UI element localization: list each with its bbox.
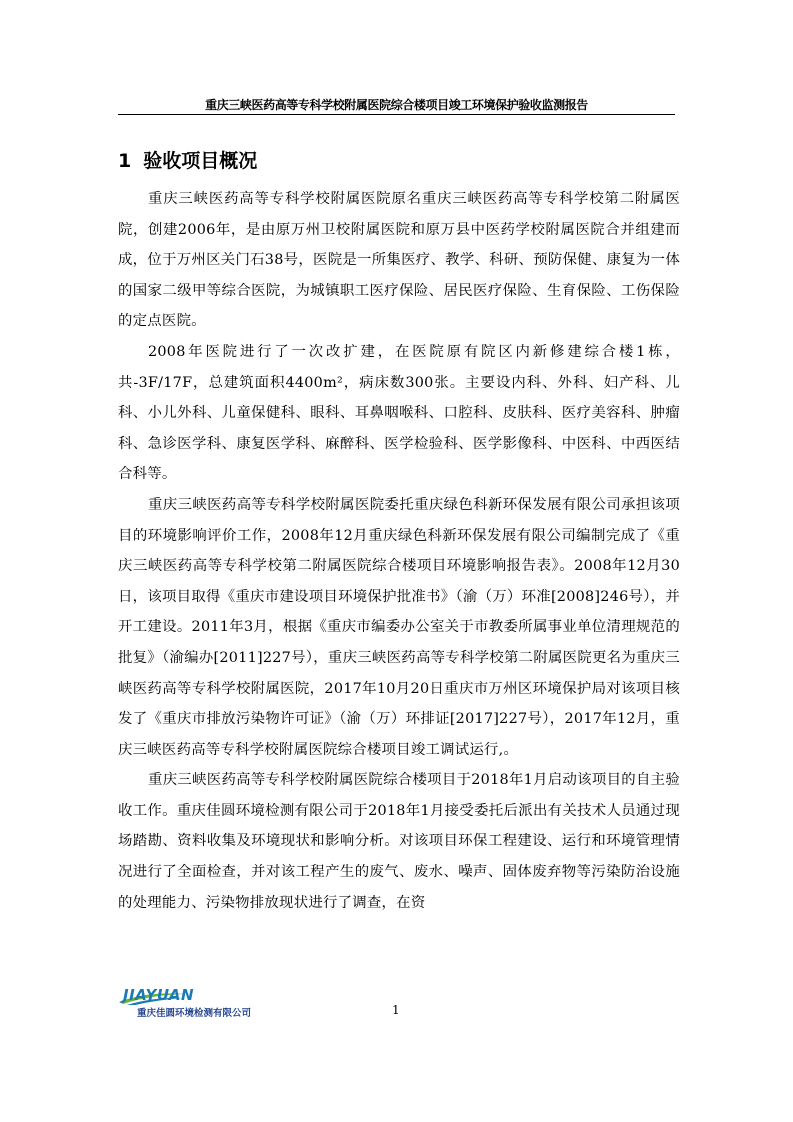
paragraph-4: 重庆三峡医药高等专科学校附属医院综合楼项目于2018年1月启动该项目的自主验收工作。重庆佳圆环境检测有限公司于2018年1月接受委托后派出有关技术人员通过现场踏勘、资料收集及环境现状和影响分析。对该项目环保工程建设、运行和环境管理情况进行了全面检查，并对该工程产生的废气、废水、噪声、固体废弃物等污染防治设施的处理能力、污染物排放现状进行了调查，在资	[118, 772, 680, 911]
paragraph-3: 重庆三峡医药高等专科学校附属医院委托重庆绿色科新环保发展有限公司承担该项目的环境影响评价工作，2008年12月重庆绿色科新环保发展有限公司编制完成了《重庆三峡医药高等专科学校第二附属医院综合楼项目环境影响报告表》。2008年12月30日，该项目取得《重庆市建设项目环境保护批准书》（渝（万）环准[2008]246号），并开工建设。2011年3月，根据《重庆市编委办公室关于市教委所属事业单位清理规范的批复》（渝编办[2011]227号），重庆三峡医药高等专科学校第二附属医院更名为重庆三峡医药高等专科学校附属医院，2017年10月20日重庆市万州区环境保护局对该项目核发了《重庆市排放污染物许可证》（渝（万）环排证[2017]227号），2017年12月，重庆三峡医药高等专科学校附属医院综合楼项目竣工调试运行,。	[118, 496, 680, 758]
running-header: 重庆三峡医药高等专科学校附属医院综合楼项目竣工环境保护验收监测报告	[205, 98, 588, 112]
body-text	[118, 184, 680, 918]
logo-wordmark: JIAYUAN	[123, 986, 195, 1004]
section-number: 1	[118, 150, 132, 172]
page-number: 1	[392, 1003, 400, 1017]
paragraph-1: 重庆三峡医药高等专科学校附属医院原名重庆三峡医药高等专科学校第二附属医院，创建2006年，是由原万州卫校附属医院和原万县中医药学校附属医院合并组建而成，位于万州区关门石38号，医院是一所集医疗、教学、科研、预防保健、康复为一体的国家二级甲等综合医院，为城镇职工医疗保险、居民医疗保险、生育保险、工伤保险的定点医院。	[118, 191, 680, 330]
footer-company-name: 重庆佳圆环境检测有限公司	[137, 1008, 252, 1019]
company-logo	[117, 985, 275, 1019]
header-rule	[118, 114, 675, 115]
paragraph-2: 2008年医院进行了一次改扩建，在医院原有院区内新修建综合楼1栋，共-3F/17F，总建筑面积4400m²，病床数300张。主要设内科、外科、妇产科、儿科、小儿外科、儿童保健科、眼科、耳鼻咽喉科、口腔科、皮肤科、医疗美容科、肿瘤科、急诊医学科、康复医学科、麻醉科、医学检验科、医学影像科、中医科、中西医结合科等。	[118, 343, 680, 483]
section-title: 验收项目概况	[143, 150, 258, 172]
section-heading	[118, 146, 257, 173]
